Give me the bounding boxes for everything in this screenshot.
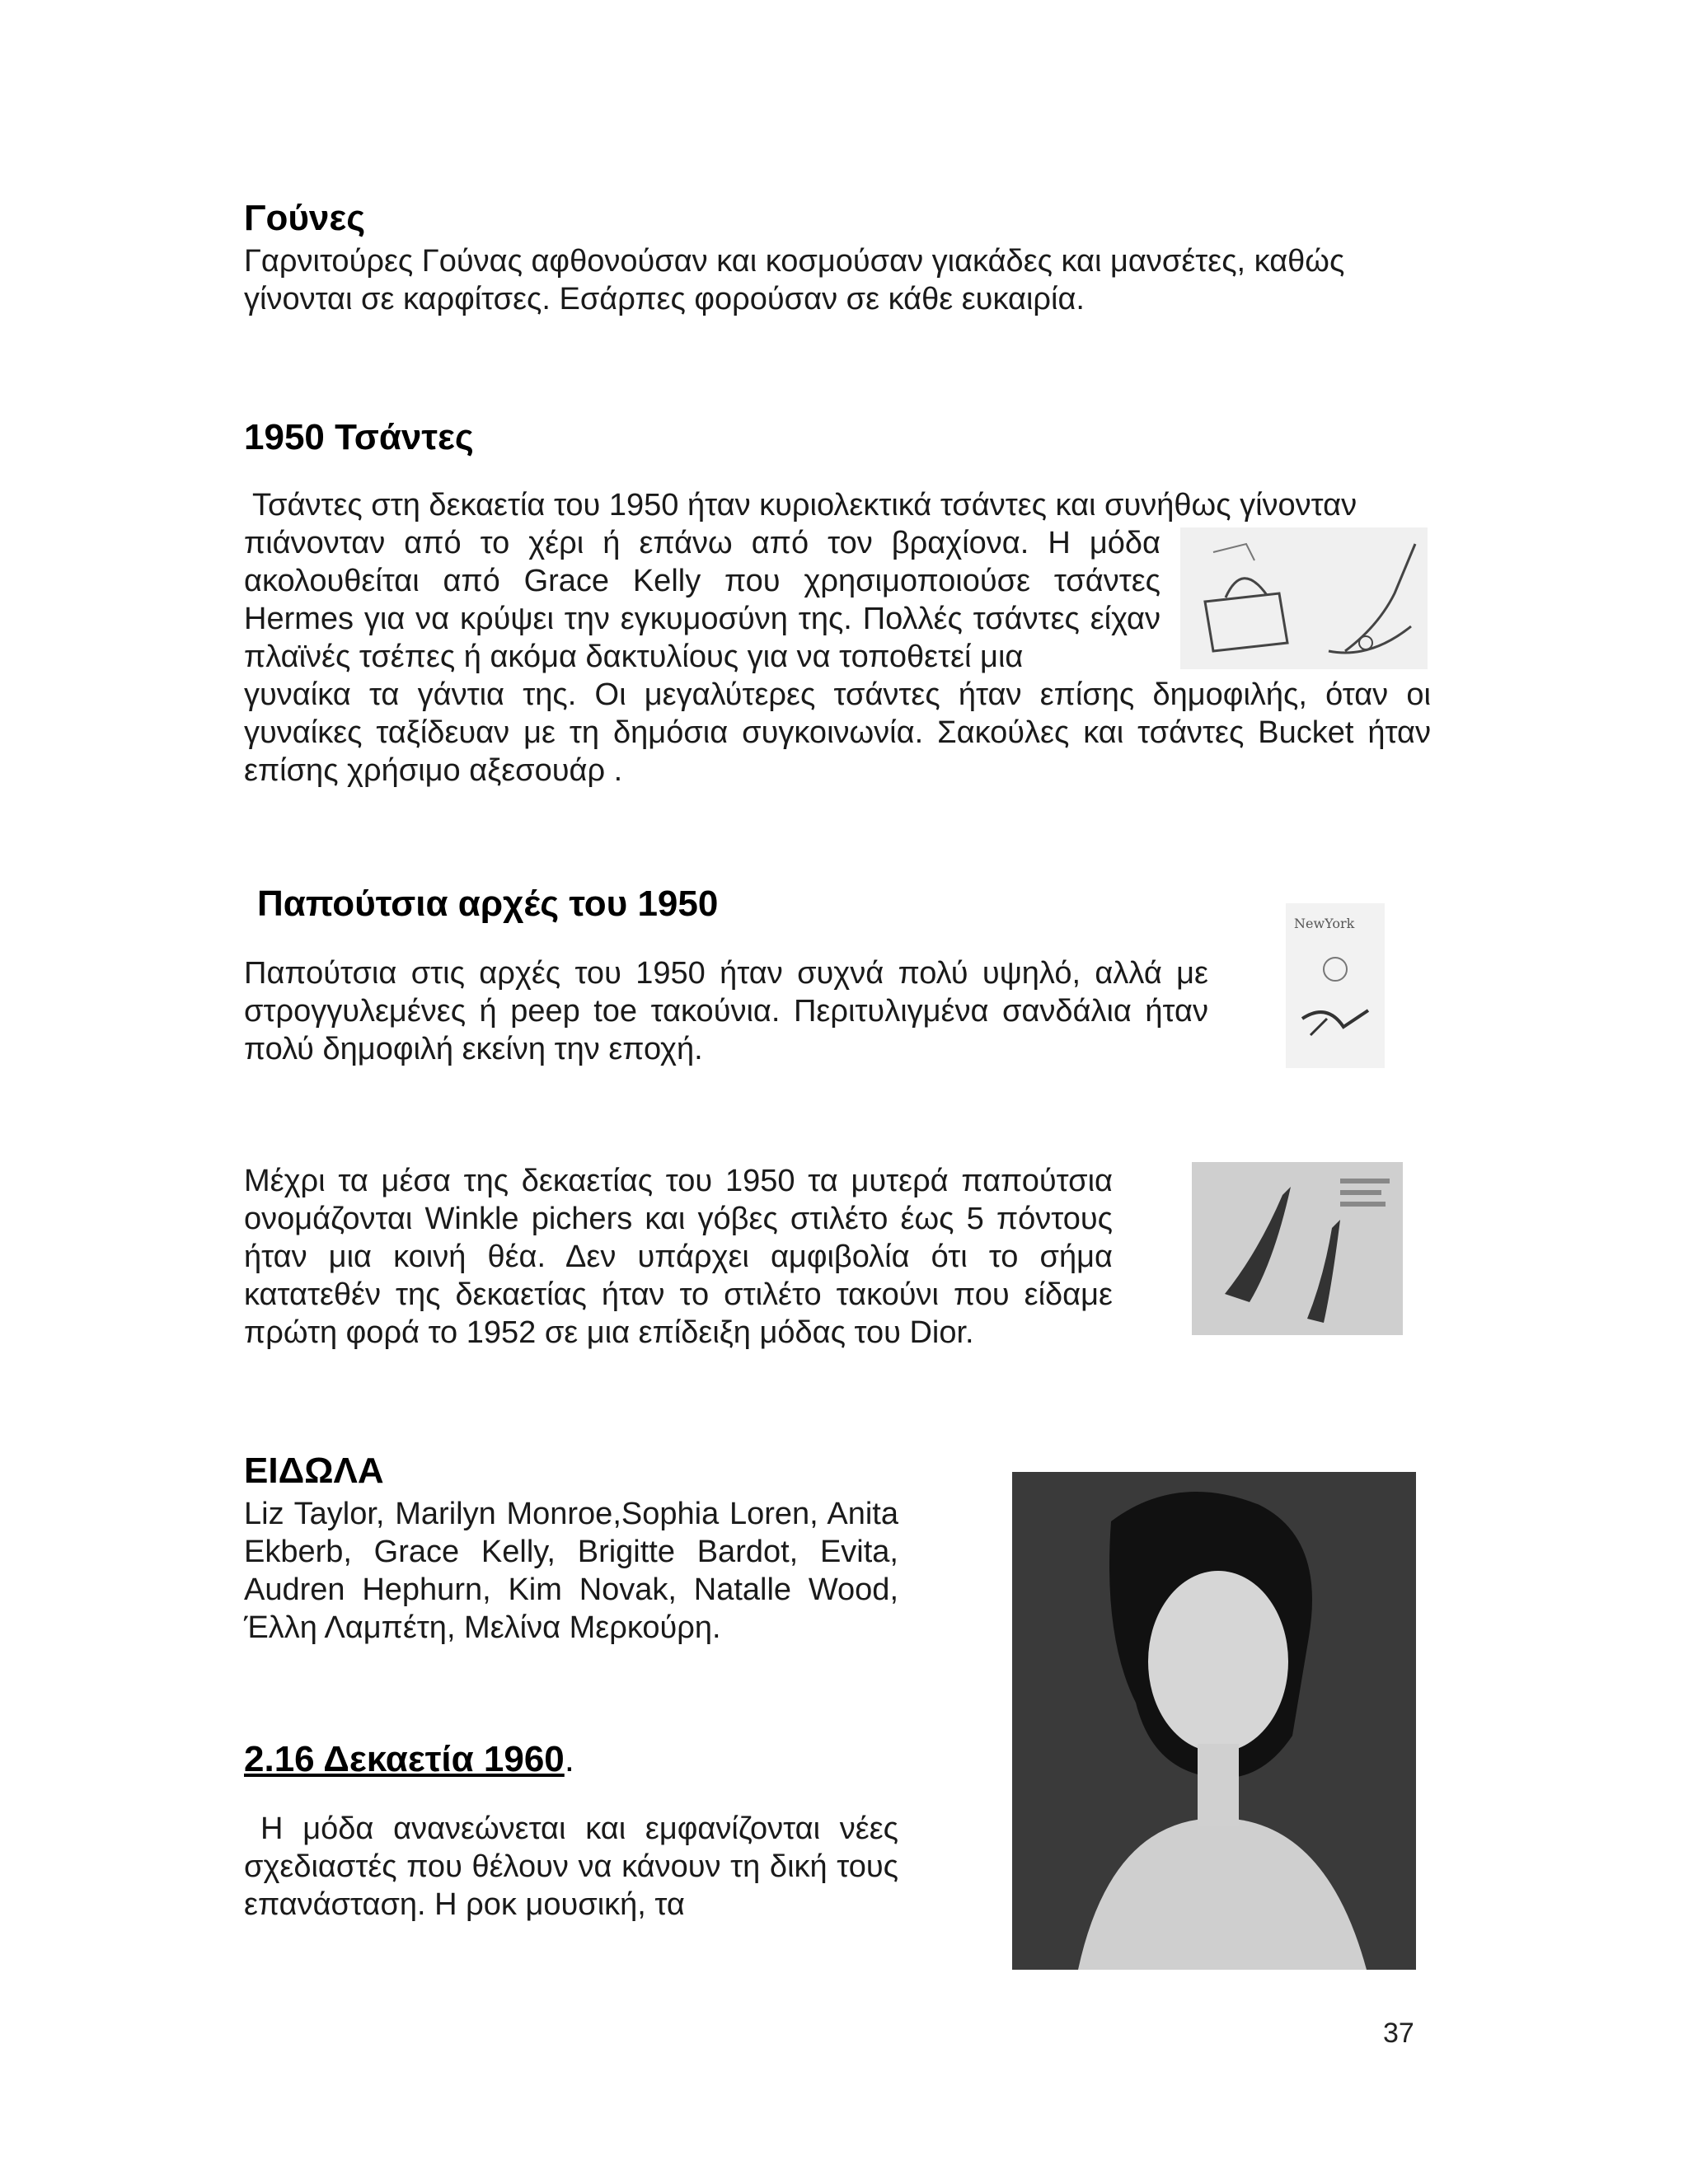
heading-papoutsia: Παπούτσια αρχές του 1950 [257, 883, 719, 924]
bag-shoe-drawing [1180, 527, 1428, 669]
heading-1960-suffix: . [564, 1739, 574, 1779]
paragraph-tsantes-top: Τσάντες στη δεκαετία του 1950 ήταν κυριολεκτικά τσάντες και συνήθως γίνονταν [252, 488, 1357, 523]
paragraph-eidola: Liz Taylor, Marilyn Monroe,Sophia Loren, Anita Ekberb, Grace Kelly, Brigitte Bardot, Evita, Audren Hephurn, Kim Novak, Natalle Wood, Έλλη Λαμπέτη, Μελίνα Μερκούρη. [244, 1497, 898, 1645]
page-number: 37 [1383, 2018, 1414, 2049]
bag-shoe-illustration [1180, 527, 1428, 669]
portrait-drawing [1012, 1472, 1416, 1970]
paragraph-papoutsia-2: Μέχρι τα μέσα της δεκαετίας του 1950 τα μυτερά παπούτσια ονομάζονται Winkle pichers και γόβες στιλέτο έως 5 πόντους ήταν μια κοινή θέα. Δεν υπάρχει αμφιβολία ότι το σήμα κατατεθέν της δεκαετίας ήταν το στιλέτο τακούνι που είδαμε πρώτη φορά το 1952 σε μια επίδειξη μόδας του Dior. [244, 1164, 1113, 1350]
heading-gounes: Γούνες [244, 198, 366, 238]
paragraph-tsantes-bottom: γυναίκα τα γάντια της. Οι μεγαλύτερες τσάντες ήταν επίσης δημοφιλής, όταν οι γυναίκες ταξίδευαν με τη δημόσια συγκοινωνία. Σακούλες και τσάντες Bucket ήταν επίσης χρήσιμο αξεσουάρ . [244, 677, 1431, 788]
svg-text:NewYork: NewYork [1294, 916, 1355, 931]
paragraph-gounes: Γαρνιτούρες Γούνας αφθονούσαν και κοσμούσαν γιακάδες και μανσέτες, καθώς γίνονται σε καρφίτσες. Εσάρπες φορούσαν σε κάθε ευκαιρία. [244, 244, 1345, 316]
paragraph-papoutsia-1: Παπούτσια στις αρχές του 1950 ήταν συχνά πολύ υψηλό, αλλά με στρογγυλεμένες ή peep toe τακούνια. Περιτυλιγμένα σανδάλια ήταν πολύ δημοφιλή εκείνη την εποχή. [244, 956, 1208, 1066]
heading-1960-text: 2.16 Δεκαετία 1960 [244, 1739, 565, 1779]
newyork-ad-drawing [1286, 903, 1385, 1068]
newyork-shoe-ad [1286, 903, 1385, 1068]
stiletto-shoes-photo [1192, 1162, 1403, 1335]
stiletto-drawing [1192, 1162, 1403, 1335]
sophia-loren-portrait [1012, 1472, 1416, 1970]
paragraph-tsantes-side: πιάνονταν από το χέρι ή επάνω από τον βραχίονα. Η μόδα ακολουθείται από Grace Kelly που χρησιμοποιούσε τσάντες Hermes για να κρύψει την εγκυμοσύνη της. Πολλές τσάντες είχαν πλαϊνές τσέπες ή ακόμα δακτυλίους για να τοποθετεί μια [244, 526, 1160, 674]
paragraph-1960: Η μόδα ανανεώνεται και εμφανίζονται νέες σχεδιαστές που θέλουν να κάνουν τη δική τους επανάσταση. Η ροκ μουσική, τα [244, 1811, 898, 1922]
heading-tsantes: 1950 Τσάντες [244, 417, 474, 457]
heading-eidola: ΕΙΔΩΛΑ [244, 1451, 384, 1491]
heading-1960 [244, 1739, 574, 1780]
